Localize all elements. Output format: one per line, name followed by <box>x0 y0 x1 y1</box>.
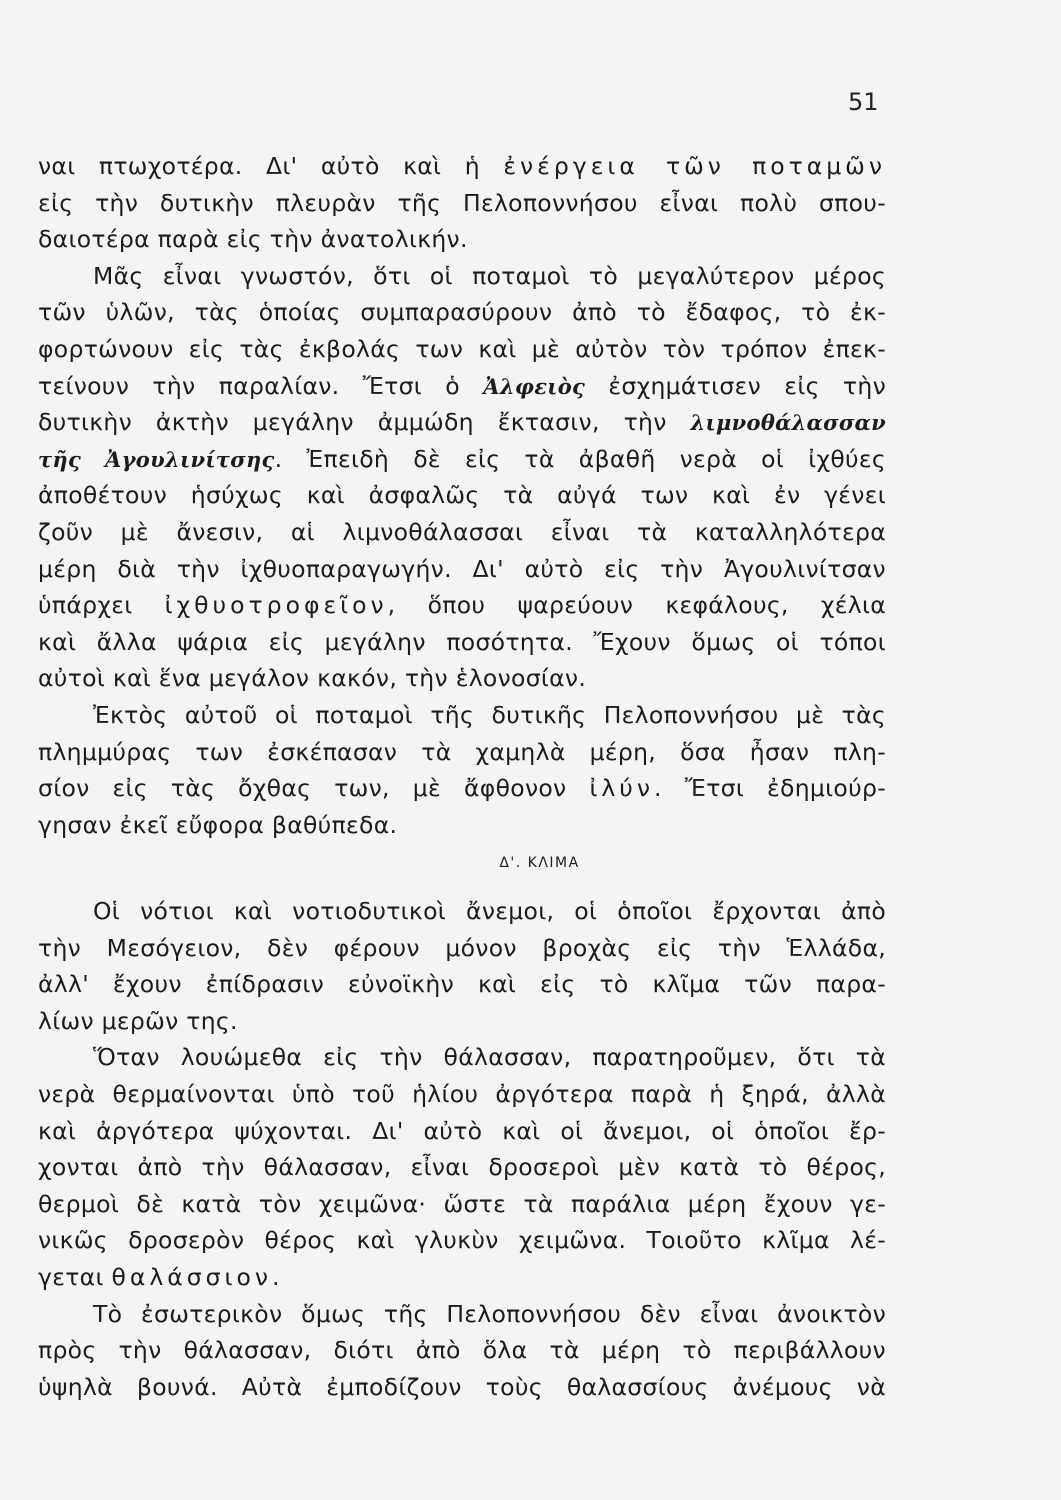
text-line: τείνουν τὴν παραλίαν. Ἔτσι ὁ Ἀλφειὸς ἐσχημάτισεν εἰς τὴν <box>38 371 887 400</box>
text-line: αὐτοὶ καὶ ἕνα μεγάλον κακόν, τὴν ἑλονοσίαν. <box>38 664 587 693</box>
text-line: καὶ ἄλλα ψάρια εἰς μεγάλην ποσότητα. Ἔχουν ὅμως οἱ τόποι <box>38 627 886 656</box>
text-line: νικῶς δροσερὸν θέρος καὶ γλυκὺν χειμῶνα. Τοιοῦτο κλῖμα λέ- <box>38 1226 886 1255</box>
text-line: ἀλλ' ἔχουν ἐπίδρασιν εὐνοϊκὴν καὶ εἰς τὸ κλῖμα τῶν παρα- <box>38 970 886 999</box>
section-heading: Δ'. ΚΛΙΜΑ <box>499 855 580 871</box>
text-line: Ὅταν λουώμεθα εἰς τὴν θάλασσαν, παρατηροῦμεν, ὅτι τὰ <box>93 1043 886 1072</box>
text-line: φορτώνουν εἰς τὰς ἐκβολάς των καὶ μὲ αὐτὸν τὸν τρόπον ἐπεκ- <box>38 334 886 363</box>
text-line: λίων μερῶν της. <box>38 1006 238 1035</box>
text-line: τὴν Μεσόγειον, δὲν φέρουν μόνον βροχὰς εἰς τὴν Ἑλλάδα, <box>38 933 886 962</box>
text-line: Μᾶς εἶναι γνωστόν, ὅτι οἱ ποταμοὶ τὸ μεγαλύτερον μέρος <box>93 261 886 290</box>
text-line: Οἱ νότιοι καὶ νοτιοδυτικοὶ ἄνεμοι, οἱ ὁποῖοι ἔρχονται ἀπὸ <box>93 897 886 925</box>
emphasis-limnothalassa: λιμνοθάλασσαν <box>690 410 886 436</box>
emphasis-energeia: ἐνέργεια τῶν ποταμῶν <box>503 152 886 180</box>
emphasis-thalassion: θαλάσσιον <box>111 1262 272 1291</box>
text-line: πλημμύρας των ἐσκέπασαν τὰ χαμηλὰ μέρη, ὅσα ἦσαν πλη- <box>38 737 886 766</box>
page-number: 51 <box>848 88 879 116</box>
text-line: χονται ἀπὸ τὴν θάλασσαν, εἶναι δροσεροὶ μὲν κατὰ τὸ θέρος, <box>38 1153 886 1182</box>
text-line: θερμοὶ δὲ κατὰ τὸν χειμῶνα· ὥστε τὰ παράλια μέρη ἔχουν γε- <box>38 1189 886 1218</box>
text-line: δυτικὴν ἀκτὴν μεγάλην ἀμμώδη ἔκτασιν, τὴν λιμνοθάλασσαν <box>38 408 886 437</box>
text-line: ἀποθέτουν ἡσύχως καὶ ἀσφαλῶς τὰ αὐγά των καὶ ἐν γένει <box>38 481 886 510</box>
emphasis-alfeios: Ἀλφειὸς <box>483 373 586 399</box>
text-line: πρὸς τὴν θάλασσαν, διότι ἀπὸ ὅλα τὰ μέρη τὸ περιβάλλουν <box>38 1336 886 1365</box>
text-line: νερὰ θερμαίνονται ὑπὸ τοῦ ἡλίου ἀργότερα παρὰ ἡ ξηρά, ἀλλὰ <box>38 1079 886 1108</box>
emphasis-agoulinitsis: τῆς Ἀγουλινίτσης <box>38 446 275 472</box>
text-line: σίον εἰς τὰς ὄχθας των, μὲ ἄφθονον ἰλύν. Ἔτσι ἐδημιούρ- <box>38 774 886 803</box>
text-line: καὶ ἀργότερα ψύχονται. Δι' αὐτὸ καὶ οἱ ἄνεμοι, οἱ ὁποῖοι ἔρ- <box>38 1116 886 1145</box>
text-line: Ἐκτὸς αὐτοῦ οἱ ποταμοὶ τῆς δυτικῆς Πελοποννήσου μὲ τὰς <box>93 700 886 729</box>
emphasis-ichthyotrofeion: ἰχθυοτροφεῖον <box>164 591 388 620</box>
text-line: γησαν ἐκεῖ εὔφορα βαθύπεδα. <box>38 810 398 839</box>
text-block-bottom <box>38 893 886 1405</box>
text-block-top <box>38 148 886 843</box>
text-line: μέρη διὰ τὴν ἰχθυοπαραγωγήν. Δι' αὐτὸ εἰς τὴν Ἀγουλινίτσαν <box>38 554 886 583</box>
text-line: ζοῦν μὲ ἄνεσιν, αἱ λιμνοθάλασσαι εἶναι τὰ καταλληλότερα <box>38 517 886 546</box>
text-line: τῆς Ἀγουλινίτσης. Ἐπειδὴ δὲ εἰς τὰ ἀβαθῆ νερὰ οἱ ἰχθύες <box>38 444 886 473</box>
emphasis-ilyn: ἰλύν <box>589 774 655 803</box>
text-line: δαιοτέρα παρὰ εἰς τὴν ἀνατολικήν. <box>38 225 468 254</box>
text-line: γεται θαλάσσιον. <box>38 1262 280 1291</box>
text-line: ὑψηλὰ βουνά. Αὐτὰ ἐμποδίζουν τοὺς θαλασσίους ἀνέμους νὰ <box>38 1372 886 1401</box>
text-line: τῶν ὑλῶν, τὰς ὁποίας συμπαρασύρουν ἀπὸ τὸ ἔδαφος, τὸ ἐκ- <box>38 298 886 327</box>
text-line: ναι πτωχοτέρα. Δι' αὐτὸ καὶ ἡ ἐνέργεια τῶν ποταμῶν <box>38 152 886 180</box>
text-line: Τὸ ἐσωτερικὸν ὅμως τῆς Πελοποννήσου δὲν εἶναι ἀνοικτὸν <box>93 1299 886 1328</box>
text-line: ὑπάρχει ἰχθυοτροφεῖον, ὅπου ψαρεύουν κεφάλους, χέλια <box>38 591 886 620</box>
text-line: εἰς τὴν δυτικὴν πλευρὰν τῆς Πελοποννήσου εἶναι πολὺ σπου- <box>38 188 886 217</box>
